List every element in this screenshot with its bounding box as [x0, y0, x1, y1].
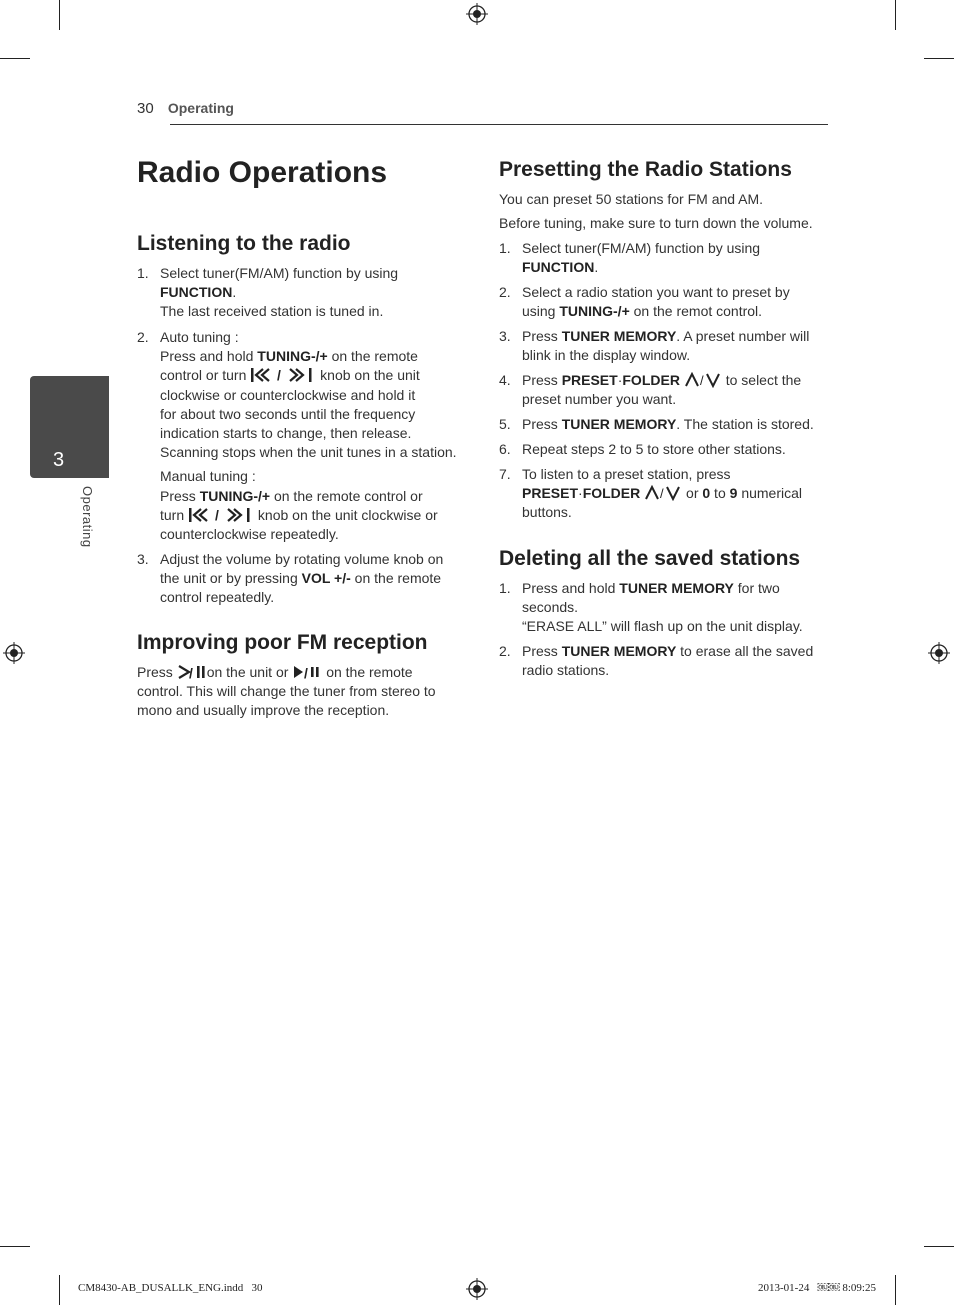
section-heading-deleting: Deleting all the saved stations: [499, 547, 801, 570]
chapter-tab: [30, 376, 109, 478]
up-down-icon: [684, 372, 722, 388]
header-rule: [170, 124, 828, 125]
registration-mark-icon: [3, 642, 25, 664]
page-number: 30: [137, 100, 154, 117]
up-down-icon: [644, 485, 682, 501]
registration-mark-icon: [928, 642, 950, 664]
svg-text:/: /: [699, 373, 704, 388]
crop-mark: [0, 58, 30, 59]
svg-text:/: /: [304, 665, 309, 680]
play-pause-icon: [177, 664, 207, 680]
svg-text:/: /: [660, 486, 664, 502]
page-title: Radio Operations: [137, 156, 388, 189]
svg-text:/: /: [188, 665, 193, 680]
intro-text: You can preset 50 stations for FM and AM.: [499, 191, 764, 207]
crop-mark: [924, 58, 954, 59]
crop-mark: [59, 0, 60, 30]
play-pause-icon: [292, 664, 322, 680]
section-name: Operating: [167, 100, 234, 116]
registration-mark-icon: [466, 3, 488, 25]
chapter-number: 3: [52, 449, 65, 471]
section-heading-listening: Listening to the radio: [137, 232, 351, 255]
crop-mark: [59, 1275, 60, 1305]
paragraph: Press / on the unit or / on the remote control. This will change the tuner from stereo to mono and usually improve the reception.: [137, 664, 436, 719]
skip-back-forward-icon: [188, 507, 254, 523]
svg-text:/: /: [215, 506, 219, 523]
section-heading-presetting: Presetting the Radio Stations: [499, 158, 792, 181]
crop-mark: [895, 0, 896, 30]
section-heading-improving: Improving poor FM reception: [137, 631, 428, 654]
print-slug-left: CM8430-AB_DUSALLK_ENG.indd 30: [78, 1282, 263, 1294]
chapter-label: Operating: [80, 486, 95, 548]
intro-text: Before tuning, make sure to turn down the volume.: [499, 215, 813, 231]
crop-mark: [0, 1246, 30, 1247]
svg-text:/: /: [277, 367, 282, 384]
crop-mark: [924, 1246, 954, 1247]
skip-back-forward-icon: [250, 367, 316, 383]
registration-mark-icon: [466, 1278, 488, 1300]
print-slug-right: 2013-01-24 ￼￼ 8:09:25: [758, 1282, 876, 1294]
running-header: [137, 100, 234, 117]
crop-mark: [895, 1275, 896, 1305]
